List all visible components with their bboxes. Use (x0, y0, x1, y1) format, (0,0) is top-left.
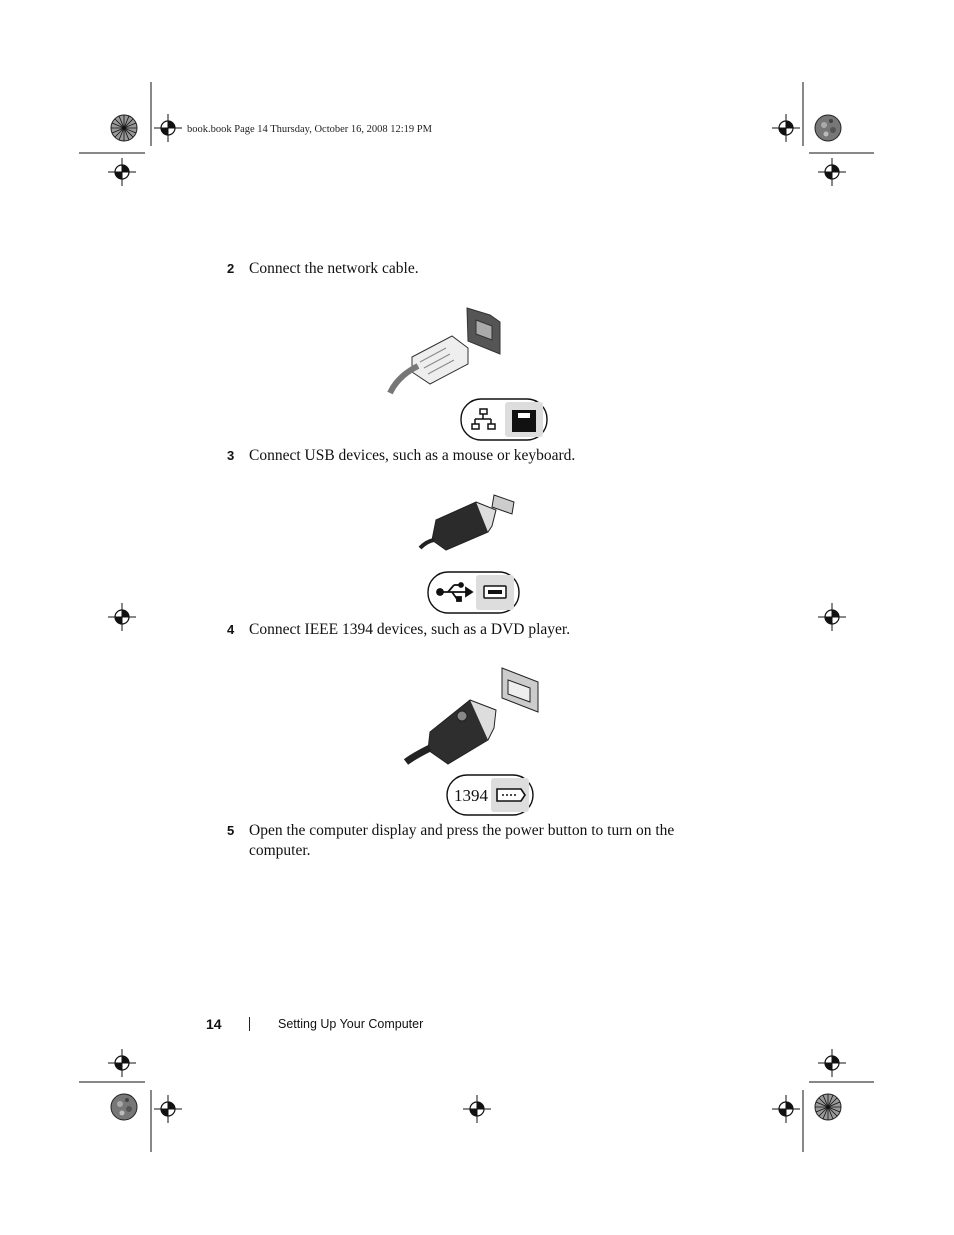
ieee1394-cable-illustration (406, 668, 538, 764)
step-number-2: 2 (227, 261, 235, 276)
network-port-icon (461, 399, 547, 440)
starburst-mark-icon (815, 1094, 841, 1120)
print-slug: book.book Page 14 Thursday, October 16, 2008 12:19 PM (187, 124, 432, 135)
step-text-4: Connect IEEE 1394 devices, such as a DVD player. (249, 621, 571, 638)
registration-mark-icon (818, 158, 846, 186)
network-cable-illustration (390, 308, 500, 393)
usb-cable-illustration (420, 495, 514, 550)
registration-mark-icon (463, 1095, 491, 1123)
starburst-mark-icon (111, 115, 137, 141)
step-number-5: 5 (227, 823, 235, 838)
registration-mark-icon (154, 1095, 182, 1123)
registration-mark-icon (154, 114, 182, 142)
ieee1394-port-icon (447, 775, 533, 815)
crop-mark-icon (803, 82, 874, 153)
registration-mark-icon (772, 1095, 800, 1123)
footer-section-title: Setting Up Your Computer (278, 1017, 424, 1031)
mottled-mark-icon (815, 115, 841, 141)
step-text-5-line1: Open the computer display and press the power button to turn on the (249, 822, 675, 839)
registration-mark-icon (772, 114, 800, 142)
crop-mark-icon (803, 1082, 874, 1152)
ieee1394-label: 1394 (454, 786, 488, 805)
registration-mark-icon (108, 1049, 136, 1077)
step-text-5-line2: computer. (249, 842, 311, 859)
registration-mark-icon (108, 603, 136, 631)
registration-mark-icon (108, 158, 136, 186)
registration-mark-icon (818, 1049, 846, 1077)
crop-mark-icon (79, 82, 151, 153)
usb-port-icon (428, 572, 519, 613)
step-number-4: 4 (227, 622, 235, 637)
step-text-2: Connect the network cable. (249, 260, 419, 277)
step-number-3: 3 (227, 448, 235, 463)
page-number: 14 (206, 1016, 222, 1032)
mottled-mark-icon (111, 1094, 137, 1120)
registration-mark-icon (818, 603, 846, 631)
step-text-3: Connect USB devices, such as a mouse or keyboard. (249, 447, 576, 464)
